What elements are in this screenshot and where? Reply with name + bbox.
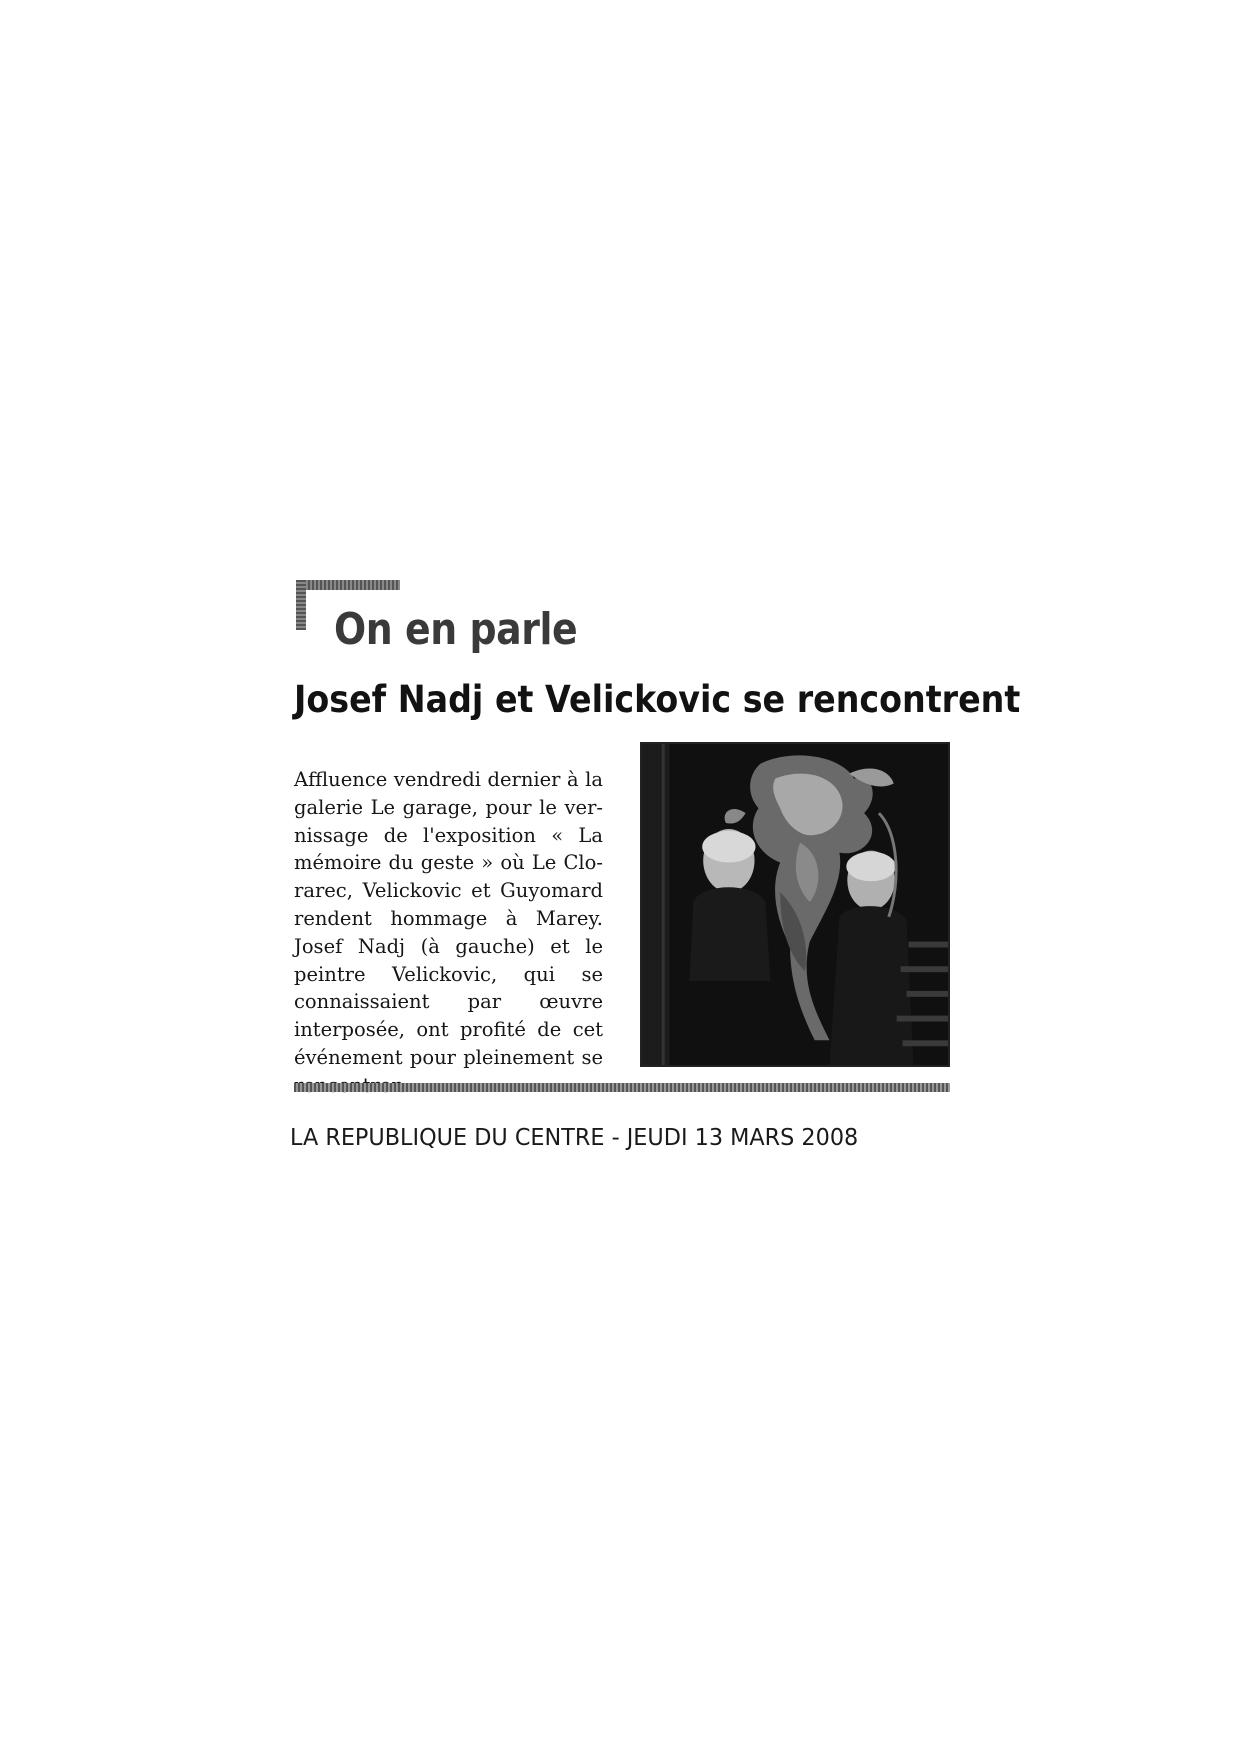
rubric-title: On en parle [334,604,578,655]
source-citation: LA REPUBLIQUE DU CENTRE - JEUDI 13 MARS 2008 [290,1123,859,1151]
bottom-rule [294,1083,950,1092]
article-headline: Josef Nadj et Velickovic se rencontrent [294,678,1021,721]
article-body: Affluence vendredi dernier à la galerie Le garage, pour le vernissage de l'exposition « La mémoire du geste » où Le Clorarec, Velickovic et Guyomard rendent hommage à Marey. Josef Nadj (à gauche) et le peintre Velickovic, qui se connaissaient par œuvre interposée, ont profité de cet événement pour pleinement se [294,768,603,1069]
newspaper-clipping [290,570,1021,1110]
rubric-bracket-top [296,580,400,590]
photo-illustration [642,744,948,1065]
rubric-bracket-stem [296,580,306,630]
article-photo [640,742,950,1067]
